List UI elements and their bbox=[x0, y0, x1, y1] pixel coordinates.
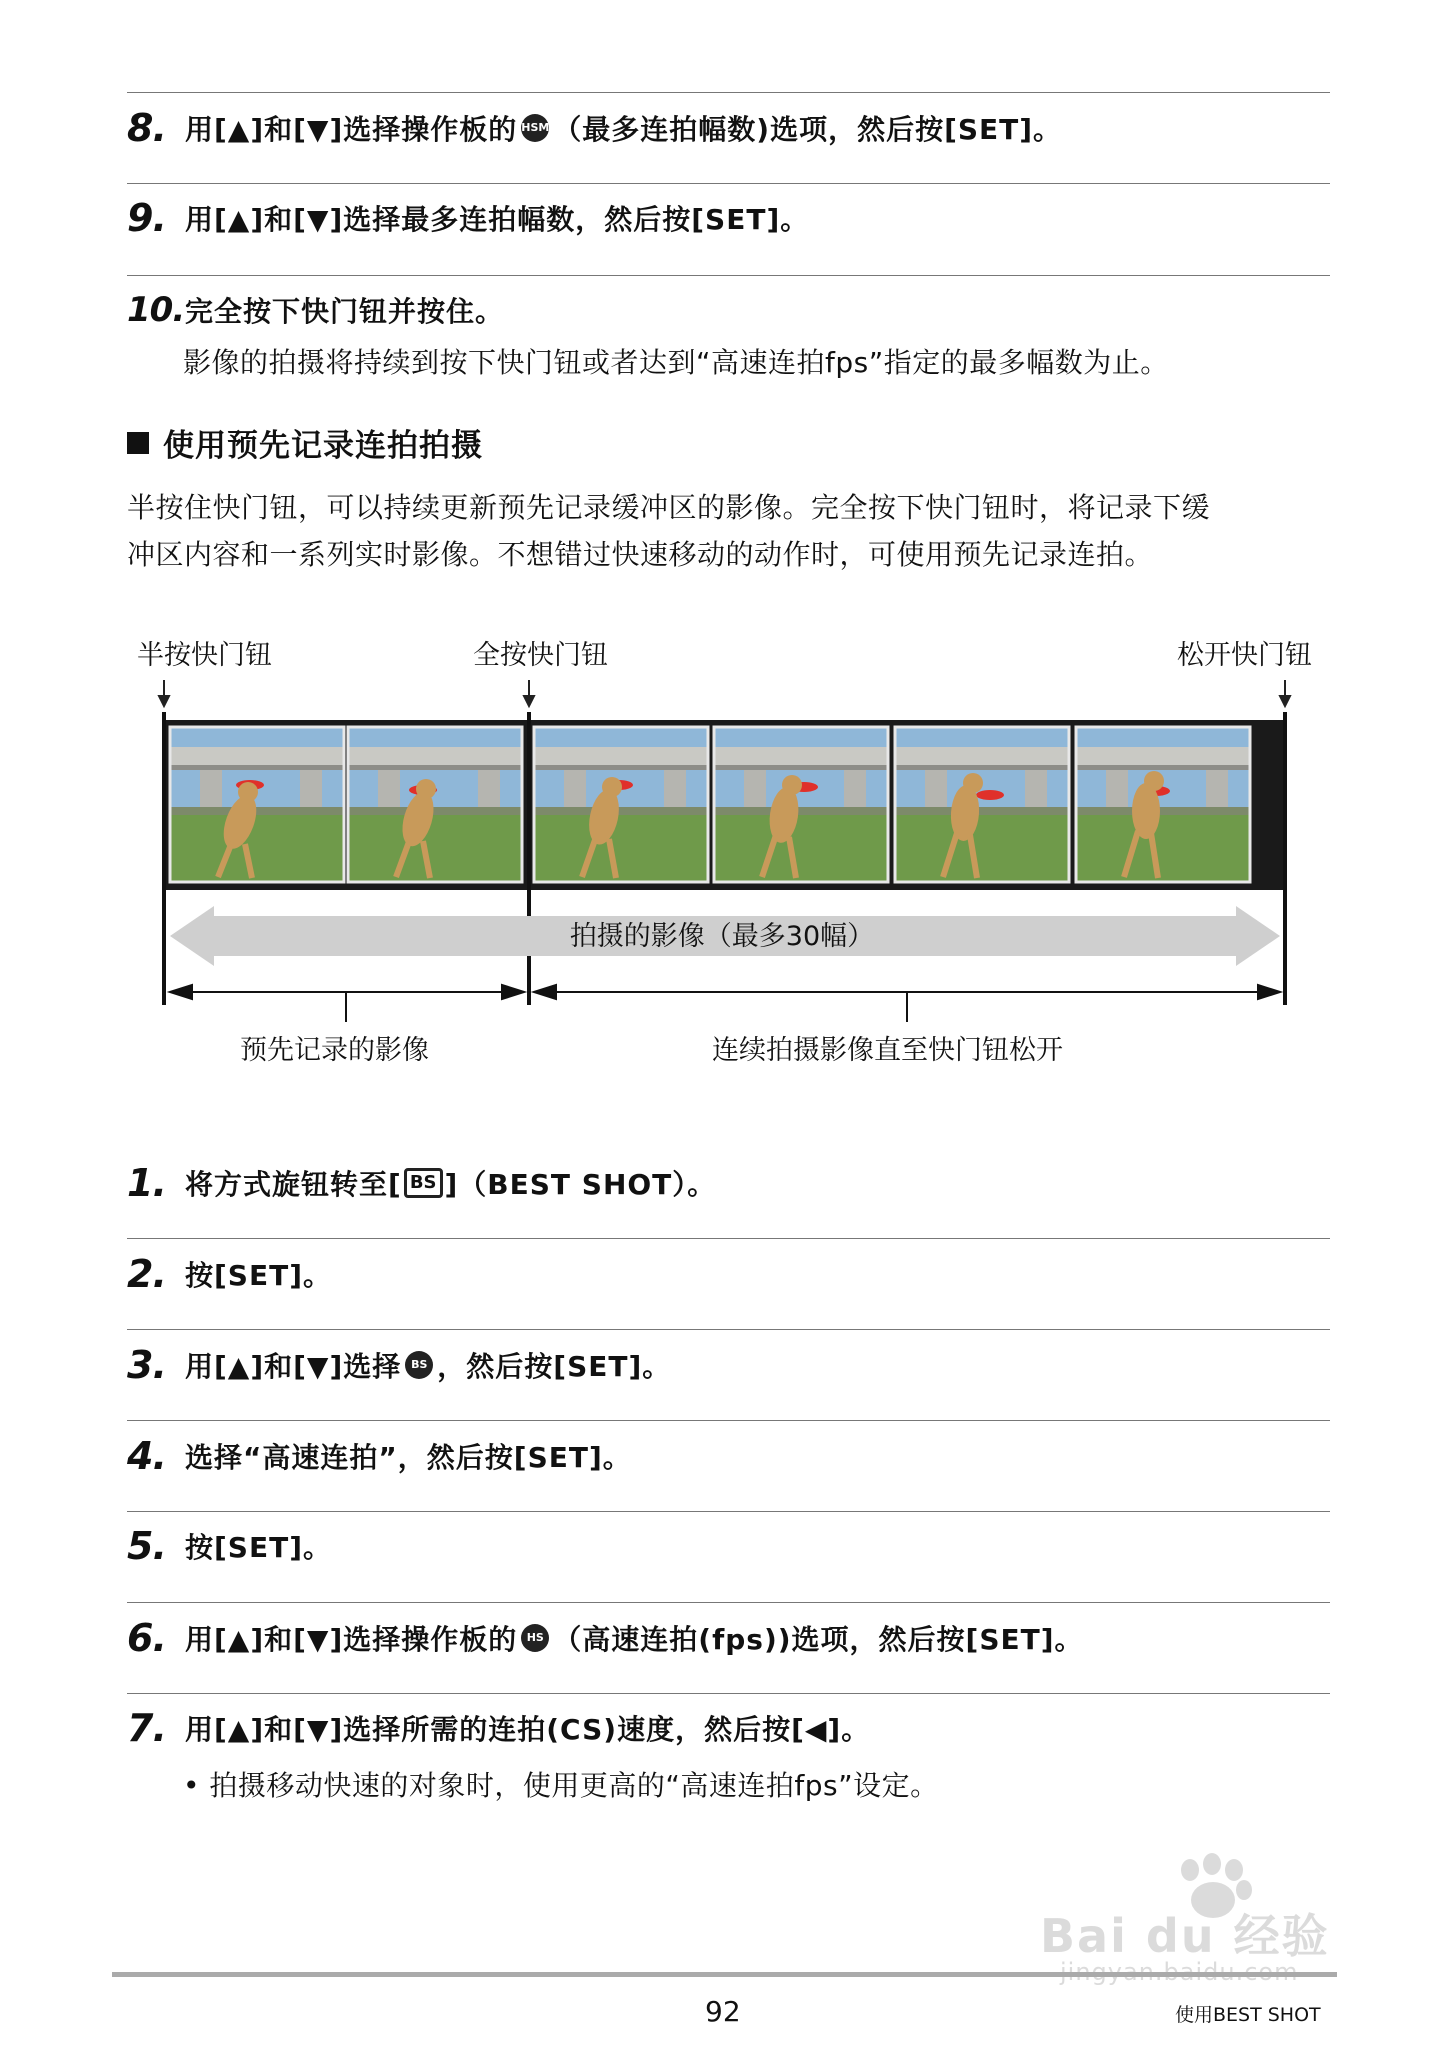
photo-frame bbox=[714, 727, 888, 882]
high-speed-cs-icon: HS bbox=[521, 1624, 549, 1652]
down-arrow-icon bbox=[159, 680, 169, 706]
divider bbox=[127, 1511, 1330, 1512]
step-text-tail: ]（BEST SHOT）。 bbox=[444, 1168, 717, 1201]
photo-frame bbox=[170, 727, 344, 882]
down-arrow-icon bbox=[1280, 680, 1290, 706]
photo-frame bbox=[895, 727, 1069, 882]
section-title: 使用预先记录连拍拍摄 bbox=[163, 428, 483, 464]
best-shot-icon: BS bbox=[405, 1351, 433, 1379]
step-text: 将方式旋钮转至[ bbox=[185, 1168, 402, 1201]
divider bbox=[127, 1420, 1330, 1421]
section-paragraph-line-1: 半按住快门钮，可以持续更新预先记录缓冲区的影像。完全按下快门钮时，将记录下缓 bbox=[127, 491, 1211, 524]
band-label: 拍摄的影像（最多30幅） bbox=[569, 921, 875, 952]
label-half-press: 半按快门钮 bbox=[137, 640, 272, 671]
step-text: 用[▲]和[▼]选择操作板的 bbox=[185, 113, 518, 146]
step-text: 完全按下快门钮并按住。 bbox=[185, 295, 505, 328]
step-text-tail: ，然后按[SET]。 bbox=[437, 1350, 672, 1383]
divider bbox=[127, 1602, 1330, 1603]
divider bbox=[127, 1329, 1330, 1330]
pre-record-span-arrow bbox=[170, 985, 524, 1022]
step-7-bullet bbox=[183, 1762, 939, 1809]
label-full-press: 全按快门钮 bbox=[473, 640, 608, 671]
step-number: 8. bbox=[127, 106, 166, 150]
step-text-tail: （高速连拍(fps))选项，然后按[SET]。 bbox=[553, 1623, 1084, 1656]
footer-rule bbox=[112, 1972, 1337, 1977]
step-number: 7. bbox=[127, 1706, 166, 1750]
step-3 bbox=[127, 1335, 671, 1395]
step-text: 用[▲]和[▼]选择所需的连拍(CS)速度，然后按[◀]。 bbox=[185, 1713, 871, 1746]
divider bbox=[127, 1693, 1330, 1694]
step-10-description: 影像的拍摄将持续到按下快门钮或者达到“高速连拍fps”指定的最多幅数为止。 bbox=[183, 346, 1169, 379]
bullet-text: 拍摄移动快速的对象时，使用更高的“高速连拍fps”设定。 bbox=[209, 1769, 939, 1802]
label-pre-record: 预先记录的影像 bbox=[240, 1035, 429, 1066]
bullet-dot-icon: • bbox=[183, 1769, 210, 1802]
photo-frame bbox=[1076, 727, 1250, 882]
hs-max-icon: HSMAX bbox=[521, 114, 549, 142]
down-arrow-icon bbox=[524, 680, 534, 706]
step-7 bbox=[127, 1698, 870, 1758]
page-number: 92 bbox=[705, 1995, 741, 2028]
step-number: 10. bbox=[127, 290, 185, 330]
step-text-tail: （最多连拍幅数)选项，然后按[SET]。 bbox=[553, 113, 1063, 146]
step-text: 选择“高速连拍”，然后按[SET]。 bbox=[185, 1441, 632, 1474]
step-number: 1. bbox=[127, 1161, 166, 1205]
step-1 bbox=[127, 1153, 716, 1213]
step-number: 5. bbox=[127, 1524, 166, 1568]
best-shot-mode-icon: BS bbox=[404, 1168, 443, 1198]
step-text: 按[SET]。 bbox=[185, 1259, 332, 1292]
label-continuous: 连续拍摄影像直至快门钮松开 bbox=[712, 1035, 1063, 1066]
section-paragraph-line-2: 冲区内容和一系列实时影像。不想错过快速移动的动作时，可使用预先记录连拍。 bbox=[127, 538, 1154, 571]
step-number: 9. bbox=[127, 196, 166, 240]
step-4 bbox=[127, 1426, 632, 1486]
step-5 bbox=[127, 1516, 332, 1576]
watermark-brand: Bai du 经验 bbox=[1040, 1909, 1330, 1963]
step-number: 3. bbox=[127, 1343, 166, 1387]
photo-frame bbox=[348, 727, 522, 882]
baidu-watermark bbox=[1040, 1850, 1370, 1990]
step-text: 用[▲]和[▼]选择 bbox=[185, 1350, 402, 1383]
photo-frame bbox=[534, 727, 708, 882]
footer-section-name: 使用BEST SHOT bbox=[1175, 2004, 1321, 2026]
step-number: 4. bbox=[127, 1434, 166, 1478]
step-text: 按[SET]。 bbox=[185, 1531, 332, 1564]
label-release: 松开快门钮 bbox=[1177, 640, 1312, 671]
step-number: 6. bbox=[127, 1616, 166, 1660]
divider bbox=[127, 1238, 1330, 1239]
continuous-span-arrow bbox=[534, 985, 1280, 1022]
step-text: 用[▲]和[▼]选择最多连拍幅数，然后按[SET]。 bbox=[185, 203, 810, 236]
step-2 bbox=[127, 1244, 332, 1304]
step-text: 用[▲]和[▼]选择操作板的 bbox=[185, 1623, 518, 1656]
step-number: 2. bbox=[127, 1252, 166, 1296]
step-6 bbox=[127, 1608, 1084, 1668]
